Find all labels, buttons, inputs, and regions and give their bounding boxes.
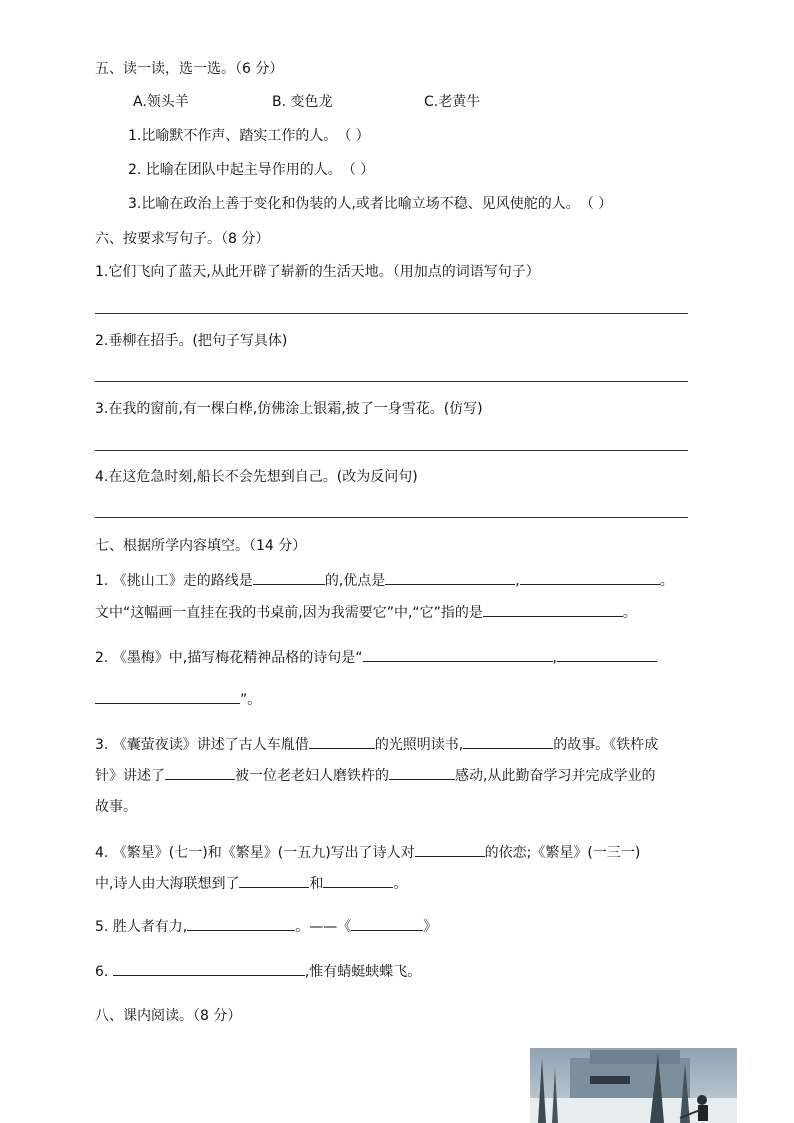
s7-q4-text-b: 的依恋;《繁星》(一三一) — [484, 845, 641, 861]
s7-q6-text-b: ,惟有蜻蜓蛱蝶飞。 — [304, 964, 422, 980]
s7-q6-text-a: 6. — [95, 964, 109, 980]
s7-q3-line1 — [95, 734, 658, 755]
s6-item-2: 2.垂柳在招手。(把句子写具体) — [95, 333, 288, 349]
s7-q1-text-f: 。 — [622, 605, 637, 621]
s7-q4-blank-1[interactable] — [415, 842, 485, 857]
s7-q1-line1 — [95, 570, 674, 591]
s6-item-4: 4.在这危急时刻,船长不会先想到自己。(改为反问句) — [95, 469, 418, 485]
s7-q3-text-f: 感动,从此勤奋学习并完成学业的 — [455, 768, 656, 784]
s7-q4-line1 — [95, 842, 640, 863]
s7-q4-line2 — [95, 873, 407, 894]
s7-q6-blank-1[interactable] — [113, 961, 305, 976]
s7-q3-blank-1[interactable] — [309, 734, 375, 749]
s5-item-2-answer[interactable]: （ ） — [341, 162, 375, 178]
s7-q1-blank-4[interactable] — [483, 602, 623, 617]
s5-item-2-text: 2. 比喻在团队中起主导作用的人。 — [128, 162, 342, 178]
s7-q2-blank-1[interactable] — [363, 647, 553, 662]
s7-q1-text-b: 的,优点是 — [324, 573, 386, 589]
s5-item-1-text: 1.比喻默不作声、踏实工作的人。 — [128, 128, 338, 144]
s5-item-1-answer[interactable]: （ ） — [337, 128, 370, 144]
s7-q1-blank-1[interactable] — [253, 570, 325, 585]
s7-q2-text-c: ”。 — [240, 692, 262, 708]
s7-q3-text-b: 的光照明读书, — [374, 737, 464, 753]
section-5-heading: 五、读一读，选一选。（6 分） — [95, 61, 284, 77]
s6-answer-line-1[interactable] — [95, 313, 688, 314]
s7-q3-line2 — [95, 765, 655, 786]
option-b: B. 变色龙 — [272, 94, 333, 110]
s6-answer-line-4[interactable] — [95, 517, 688, 518]
s7-q3-blank-3[interactable] — [165, 765, 235, 780]
s7-q2-text-a: 2. 《墨梅》中,描写梅花精神品格的诗句是“ — [95, 650, 363, 666]
s7-q2-blank-3[interactable] — [95, 689, 240, 704]
s5-item-2 — [128, 160, 374, 180]
s7-q5-blank-1[interactable] — [187, 916, 295, 931]
s7-q2-line2 — [95, 689, 261, 710]
s7-q3-blank-4[interactable] — [389, 765, 455, 780]
s5-item-3-text: 3.比喻在政治上善于变化和伪装的人,或者比喻立场不稳、见风使舵的人。 — [128, 196, 580, 212]
section-8-heading: 八、课内阅读。（8 分） — [95, 1008, 242, 1024]
s5-item-1 — [128, 126, 370, 146]
s7-q3-text-e: 被一位老老妇人磨铁杵的 — [235, 768, 389, 784]
option-c: C.老黄牛 — [424, 94, 481, 110]
s6-item-1: 1.它们飞向了蓝天,从此开辟了崭新的生活天地。（用加点的词语写句子） — [95, 264, 540, 280]
s7-q3-blank-2[interactable] — [463, 734, 553, 749]
section-6-heading: 六、按要求写句子。（8 分） — [95, 231, 270, 247]
s7-q4-text-a: 4. 《繁星》(七一)和《繁星》(一五九)写出了诗人对 — [95, 845, 415, 861]
s7-q3-text-c: 的故事。《铁杵成 — [553, 737, 659, 753]
section-7-heading: 七、根据所学内容填空。（14 分） — [95, 538, 307, 554]
s7-q1-text-c: , — [515, 573, 520, 589]
s7-q2-text-b: , — [552, 650, 557, 666]
s7-q2-line1 — [95, 647, 657, 668]
s7-q3-text-a: 3. 《囊萤夜读》讲述了古人车胤借 — [95, 737, 309, 753]
s7-q1-blank-3[interactable] — [520, 570, 660, 585]
s7-q5-blank-2[interactable] — [351, 916, 423, 931]
s7-q4-blank-2[interactable] — [239, 873, 309, 888]
s7-q5-text-b: 。——《 — [295, 919, 352, 935]
snow-scene-illustration — [530, 1048, 737, 1123]
s7-q5-text-c: 》 — [423, 919, 438, 935]
s7-q6 — [95, 961, 421, 982]
s7-q2-blank-2[interactable] — [557, 647, 657, 662]
s7-q1-line2 — [95, 602, 637, 623]
s7-q1-text-a: 1. 《挑山工》走的路线是 — [95, 573, 253, 589]
s7-q1-blank-2[interactable] — [385, 570, 515, 585]
s7-q3-text-d: 针》讲述了 — [95, 768, 165, 784]
s7-q1-text-d: 。 — [659, 573, 674, 589]
s7-q5 — [95, 916, 437, 937]
s7-q4-text-e: 。 — [393, 876, 408, 892]
s5-item-3-answer[interactable]: （ ） — [579, 196, 613, 212]
s7-q4-text-d: 和 — [309, 876, 324, 892]
option-a: A.领头羊 — [133, 94, 189, 110]
s6-answer-line-2[interactable] — [95, 381, 688, 382]
s7-q1-text-e: 文中“这幅画一直挂在我的书桌前,因为我需要它”中,“它”指的是 — [95, 605, 483, 621]
s7-q4-blank-3[interactable] — [323, 873, 393, 888]
s7-q3-line3: 故事。 — [95, 799, 137, 815]
s6-item-3: 3.在我的窗前,有一棵白桦,仿佛涂上银霜,披了一身雪花。(仿写) — [95, 401, 483, 417]
s7-q5-text-a: 5. 胜人者有力, — [95, 919, 188, 935]
s6-answer-line-3[interactable] — [95, 450, 688, 451]
s7-q4-text-c: 中,诗人由大海联想到了 — [95, 876, 240, 892]
s5-item-3 — [128, 194, 612, 214]
